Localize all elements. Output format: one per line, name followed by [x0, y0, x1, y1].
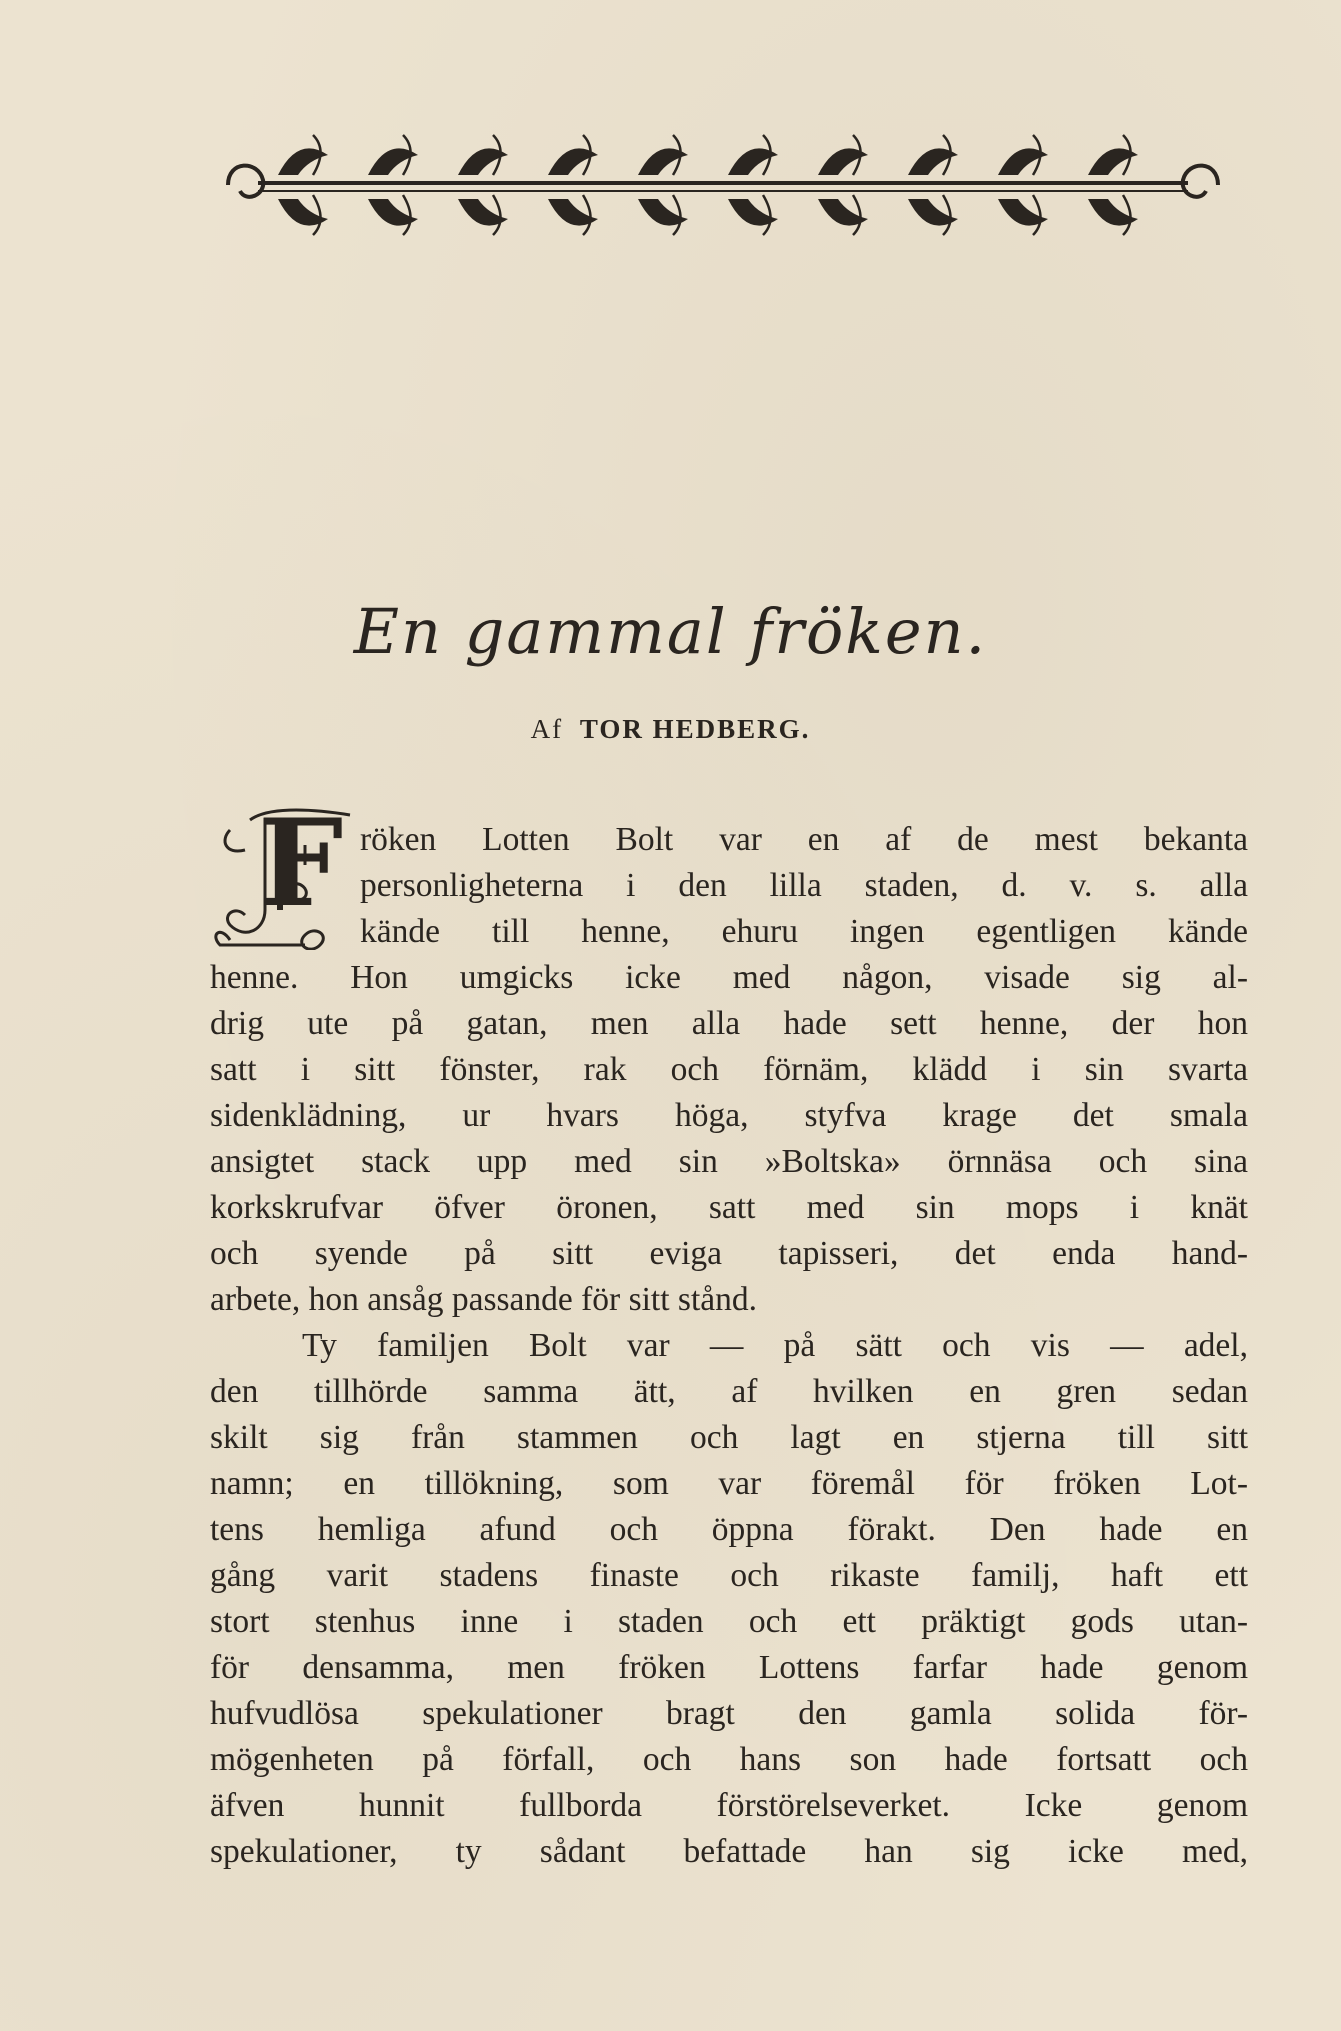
byline-author: TOR HEDBERG. — [579, 714, 811, 744]
text-line: drig ute på gatan, men alla hade sett henne, der hon — [210, 1005, 1248, 1042]
text-line: och syende på sitt eviga tapisseri, det enda hand- — [210, 1235, 1248, 1272]
text-line: henne. Hon umgicks icke med någon, visade sig al- — [210, 959, 1248, 996]
article-title: En gammal fröken. — [353, 595, 988, 668]
byline — [0, 714, 1341, 745]
text-line: röken Lotten Bolt var en af de mest bekanta — [360, 821, 1248, 858]
text-line: satt i sitt fönster, rak och förnäm, klädd i sin svarta — [210, 1051, 1248, 1088]
text-line: namn; en tillökning, som var föremål för fröken Lot- — [210, 1465, 1248, 1502]
text-line: Ty familjen Bolt var — på sätt och vis — adel, — [302, 1327, 1248, 1364]
text-line: den tillhörde samma ätt, af hvilken en gren sedan — [210, 1373, 1248, 1410]
text-line: äfven hunnit fullborda förstörelseverket. Icke genom — [210, 1787, 1248, 1824]
text-line: gång varit stadens finaste och rikaste familj, haft ett — [210, 1557, 1248, 1594]
text-line: hufvudlösa spekulationer bragt den gamla solida för- — [210, 1695, 1248, 1732]
text-line: mögenheten på förfall, och hans son hade fortsatt och — [210, 1741, 1248, 1778]
text-line: stort stenhus inne i staden och ett präktigt gods utan- — [210, 1603, 1248, 1640]
text-line: korkskrufvar öfver öronen, satt med sin mops i knät — [210, 1189, 1248, 1226]
body-text — [210, 817, 1248, 1875]
text-line: för densamma, men fröken Lottens farfar hade genom — [210, 1649, 1248, 1686]
text-line: skilt sig från stammen och lagt en stjerna till sitt — [210, 1419, 1248, 1456]
text-line: sidenklädning, ur hvars höga, styfva krage det smala — [210, 1097, 1248, 1134]
text-line: arbete, hon ansåg passande för sitt stånd. — [210, 1281, 758, 1318]
byline-prefix: Af — [530, 714, 564, 744]
text-line: kände till henne, ehuru ingen egentligen kände — [360, 913, 1248, 950]
decorative-border-ornament — [218, 125, 1228, 245]
dropcap-letter: F — [258, 800, 344, 934]
text-line: ansigtet stack upp med sin »Boltska» örnnäsa och sina — [210, 1143, 1248, 1180]
text-line: spekulationer, ty sådant befattade han sig icke med, — [210, 1833, 1248, 1870]
text-line: tens hemliga afund och öppna förakt. Den hade en — [210, 1511, 1248, 1548]
text-line: personligheterna i den lilla staden, d. v. s. alla — [360, 867, 1248, 904]
